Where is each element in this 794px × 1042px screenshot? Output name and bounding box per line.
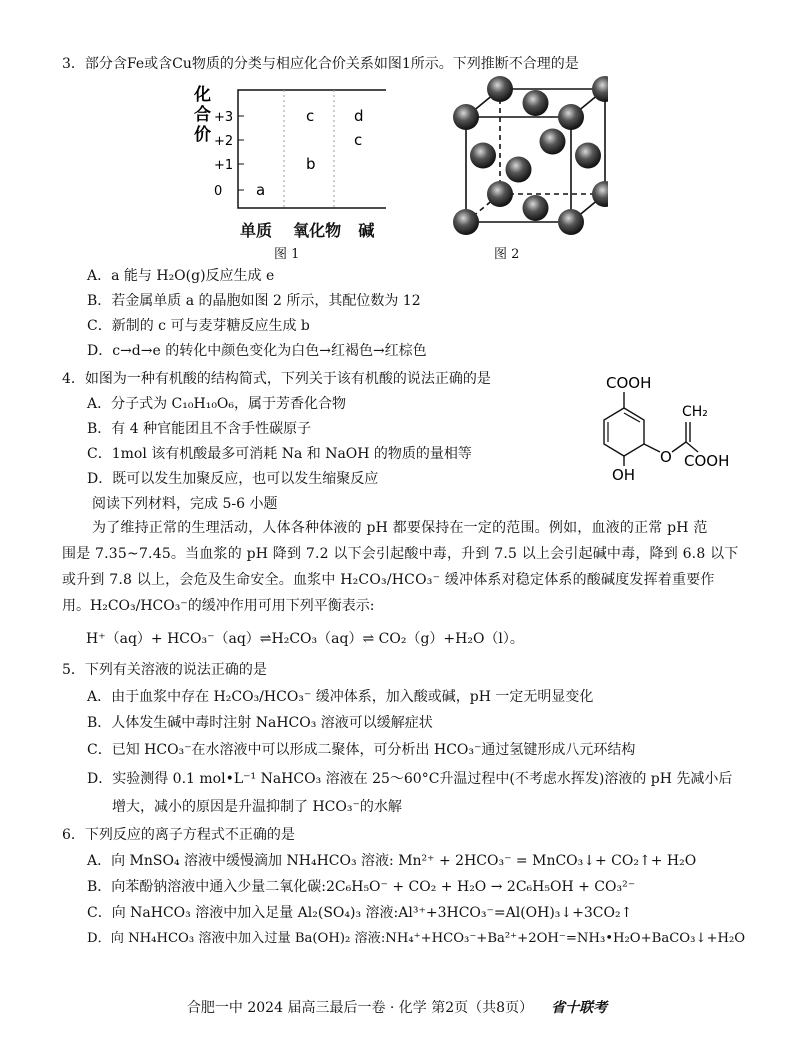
q5-option-c: C．已知 HCO₃⁻在水溶液中可以形成二聚体，可分析出 HCO₃⁻通过氢键形成八元环结构 bbox=[87, 742, 636, 758]
organic-acid-structure bbox=[586, 370, 736, 485]
q6-stem: 6．下列反应的离子方程式不正确的是 bbox=[62, 827, 295, 843]
q4-option-c: C．1mol 该有机酸最多可消耗 Na 和 NaOH 的物质的量相等 bbox=[87, 446, 472, 462]
q4-option-a: A．分子式为 C₁₀H₁₀O₆，属于芳香化合物 bbox=[87, 396, 347, 412]
figure-2-unit-cell bbox=[448, 72, 608, 242]
fig1-xlabel-simple: 单质 bbox=[240, 221, 273, 240]
page-footer bbox=[0, 997, 794, 1017]
unit-cell-atom bbox=[453, 209, 479, 235]
structure-label-cooh-right: COOH bbox=[684, 452, 730, 470]
q3-option-b: B．若金属单质 a 的晶胞如图 2 所示，其配位数为 12 bbox=[87, 293, 421, 309]
fig1-caption: 图 1 bbox=[274, 247, 300, 262]
structure-label-o: O bbox=[660, 448, 672, 466]
unit-cell-atom bbox=[523, 90, 549, 116]
fig1-point-b: b bbox=[306, 155, 316, 173]
q4-stem: 4．如图为一种有机酸的结构简式，下列关于该有机酸的说法正确的是 bbox=[62, 371, 491, 387]
q6-option-b: B．向苯酚钠溶液中通入少量二氧化碳:2C₆H₅O⁻ + CO₂ + H₂O → 2C₆H₅OH + CO₃²⁻ bbox=[87, 879, 636, 895]
fig1-point-a: a bbox=[256, 181, 266, 199]
q3-stem: 3．部分含Fe或含Cu物质的分类与相应化合价关系如图1所示。下列推断不合理的是 bbox=[62, 56, 579, 72]
q3-option-d: D．c→d→e 的转化中颜色变化为白色→红褐色→红棕色 bbox=[87, 343, 427, 359]
q6-option-a: A．向 MnSO₄ 溶液中缓慢滴加 NH₄HCO₃ 溶液: Mn²⁺ + 2HCO₃⁻ = MnCO₃↓+ CO₂↑+ H₂O bbox=[87, 853, 697, 869]
structure-label-cooh-top: COOH bbox=[606, 374, 652, 392]
q5-option-d-continued: 增大，减小的原因是升温抑制了 HCO₃⁻的水解 bbox=[112, 799, 402, 815]
fig1-point-c: c bbox=[354, 131, 363, 149]
reading-line-4: 用。H₂CO₃/HCO₃⁻的缓冲作用可用下列平衡表示: bbox=[62, 598, 375, 614]
unit-cell-atom bbox=[558, 104, 584, 130]
reading-line-2: 围是 7.35~7.45。当血浆的 pH 降到 7.2 以下会引起酸中毒，升到 7.5 以上会引起碱中毒，降到 6.8 以下 bbox=[62, 546, 739, 562]
reading-line-3: 或升到 7.8 以上，会危及生命安全。血浆中 H₂CO₃/HCO₃⁻ 缓冲体系对稳定体系的酸碱度发挥着重要作 bbox=[62, 572, 715, 588]
reading-intro: 阅读下列材料，完成 5-6 小题 bbox=[92, 496, 278, 512]
reading-line-1: 为了维持正常的生理活动，人体各种体液的 pH 都要保持在一定的范围。例如，血液的正常 pH 范 bbox=[92, 520, 708, 536]
q4-option-d: D．既可以发生加聚反应，也可以发生缩聚反应 bbox=[87, 471, 379, 487]
fig1-ytick: +2 bbox=[214, 134, 234, 149]
fig1-xlabel-base: 碱 bbox=[358, 221, 375, 240]
fig1-ylabel-char-2: 合 bbox=[194, 105, 211, 125]
q5-option-d: D．实验测得 0.1 mol•L⁻¹ NaHCO₃ 溶液在 25～60°C升温过程中(不考虑水挥发)溶液的 pH 先减小后 bbox=[87, 771, 733, 787]
fig1-xlabels bbox=[240, 218, 374, 241]
q6-option-c: C．向 NaHCO₃ 溶液中加入足量 Al₂(SO₄)₃ 溶液:Al³⁺+3HCO₃⁻=Al(OH)₃↓+3CO₂↑ bbox=[87, 905, 633, 921]
fig1-ytick: +3 bbox=[214, 110, 234, 125]
fig1-ytick: 0 bbox=[214, 184, 223, 199]
q5-stem: 5．下列有关溶液的说法正确的是 bbox=[62, 662, 267, 678]
q5-option-b: B．人体发生碱中毒时注射 NaHCO₃ 溶液可以缓解症状 bbox=[87, 715, 433, 731]
unit-cell-atom bbox=[487, 76, 513, 102]
footer-brand: 省十联考 bbox=[551, 1000, 608, 1016]
footer-text: 合肥一中 2024 届高三最后一卷 · 化学 第2页（共8页） bbox=[186, 1000, 534, 1016]
fig1-ylabel-char-1: 化 bbox=[194, 85, 211, 105]
fig1-xlabel-oxide: 氧化物 bbox=[293, 221, 342, 240]
unit-cell-atom bbox=[470, 143, 496, 169]
reading-equation: H⁺（aq）+ HCO₃⁻（aq）⇌H₂CO₃（aq）⇌ CO₂（g）+H₂O（l）。 bbox=[86, 631, 524, 647]
q3-option-c: C．新制的 c 可与麦芽糖反应生成 b bbox=[87, 318, 310, 334]
unit-cell-atom bbox=[575, 143, 601, 169]
fig1-ytick: +1 bbox=[214, 158, 234, 173]
unit-cell-atom bbox=[487, 181, 513, 207]
structure-label-oh: OH bbox=[612, 466, 636, 484]
fig1-ylabel-char-3: 价 bbox=[194, 125, 211, 145]
fig1-point-c: c bbox=[306, 107, 315, 125]
unit-cell-atom bbox=[506, 157, 532, 183]
q5-option-a: A．由于血浆中存在 H₂CO₃/HCO₃⁻ 缓冲体系，加入酸或碱，pH 一定无明显变化 bbox=[87, 689, 594, 705]
q6-option-d: D．向 NH₄HCO₃ 溶液中加入过量 Ba(OH)₂ 溶液:NH₄⁺+HCO₃⁻+Ba²⁺+2OH⁻=NH₃•H₂O+BaCO₃↓+H₂O bbox=[87, 931, 746, 946]
q4-option-b: B．有 4 种官能团且不含手性碳原子 bbox=[87, 421, 312, 437]
structure-label-ch2: CH₂ bbox=[682, 404, 708, 420]
unit-cell-atom bbox=[540, 129, 566, 155]
unit-cell-atom bbox=[523, 195, 549, 221]
fig1-point-d: d bbox=[354, 107, 364, 125]
unit-cell-atom bbox=[453, 104, 479, 130]
unit-cell-atom bbox=[558, 209, 584, 235]
fig2-caption: 图 2 bbox=[494, 247, 520, 262]
q3-option-a: A．a 能与 H₂O(g)反应生成 e bbox=[87, 268, 275, 284]
